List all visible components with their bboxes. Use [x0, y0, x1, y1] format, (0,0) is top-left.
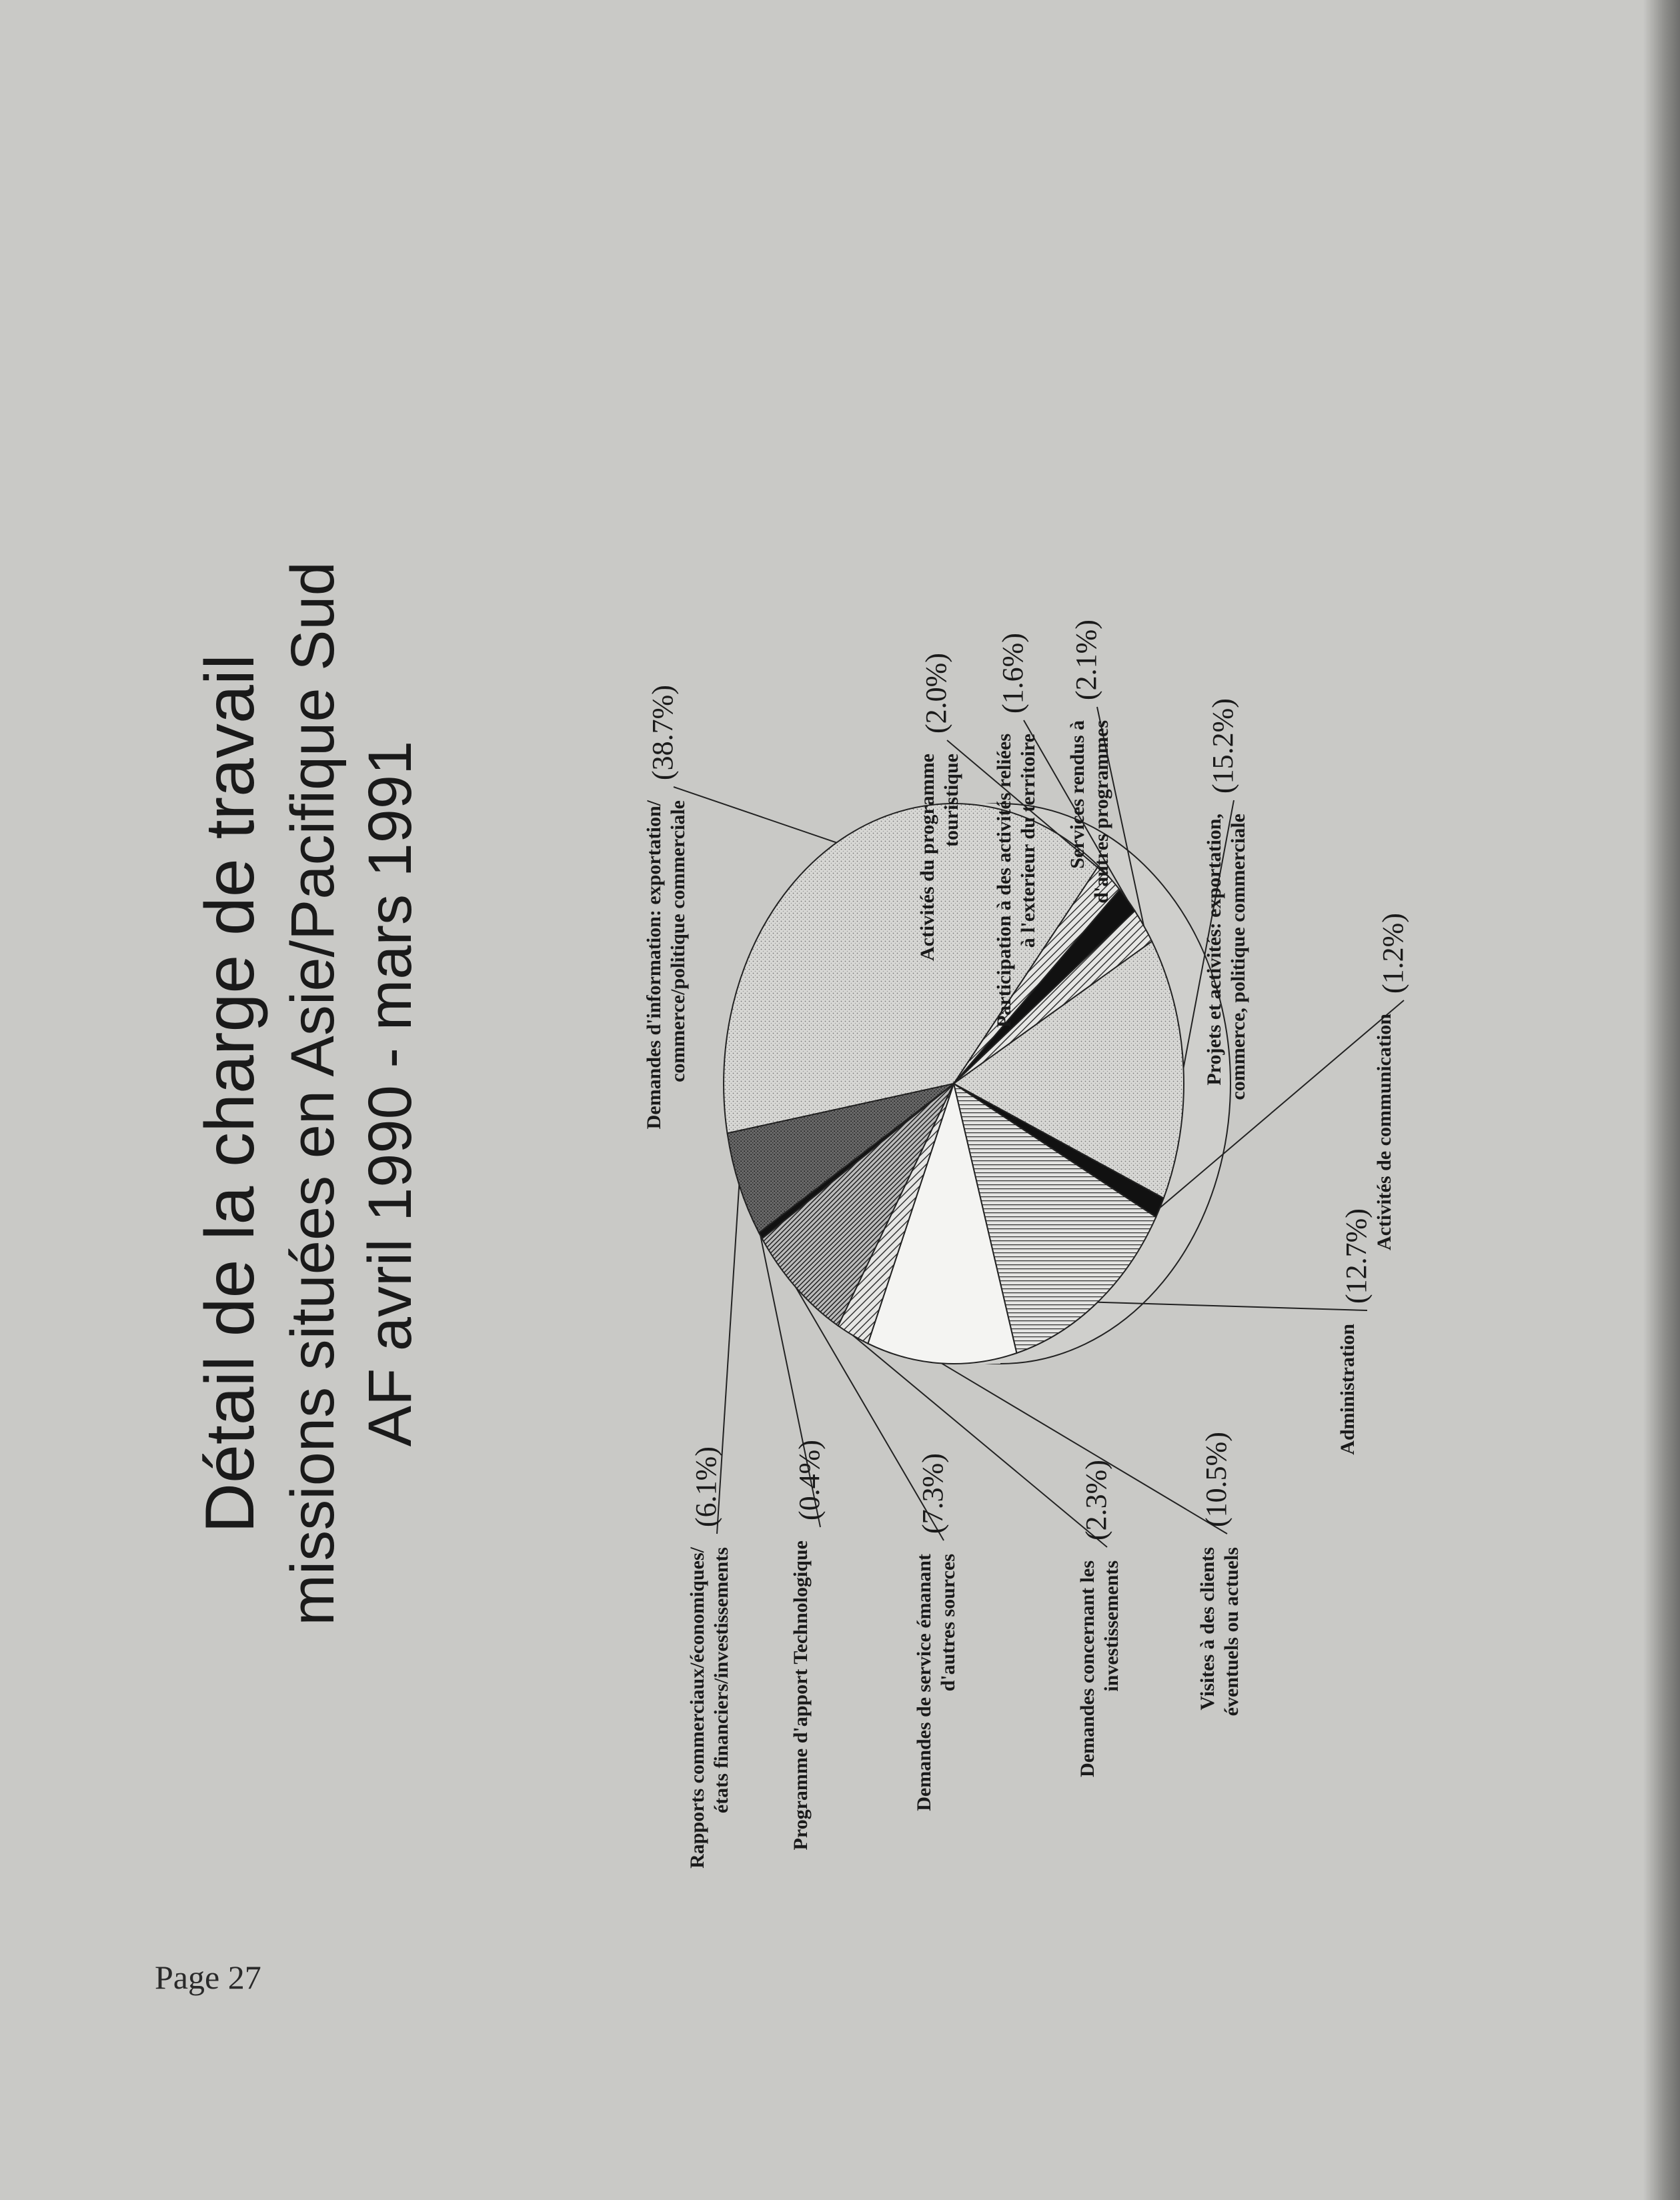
- slice-percent-label: (10.5%): [1200, 1432, 1232, 1527]
- slice-label-line: Rapports commerciaux/économiques/: [686, 1547, 708, 1869]
- slice-label: [686, 1446, 732, 1869]
- slice-label-line: investissements: [1100, 1560, 1122, 1692]
- slice-label-line: d'autres sources: [937, 1554, 959, 1692]
- slice-label-line: commerce, politique commerciale: [1227, 814, 1249, 1100]
- pie-slices: [724, 804, 1184, 1364]
- chart-title-block: [191, 562, 424, 1626]
- slice-label-line: Participation à des activités reliées: [993, 734, 1015, 1028]
- page-number: Page 27: [155, 1959, 261, 1996]
- slice-label-line: Activités de communication: [1373, 1014, 1395, 1250]
- slice-label: [1373, 913, 1409, 1250]
- slice-percent-label: (2.0%): [920, 653, 952, 734]
- chart-subtitle-2: AF avril 1990 - mars 1991: [356, 740, 424, 1447]
- slice-percent-label: (7.3%): [916, 1453, 949, 1534]
- slice-label-line: à l'exterieur du territoire: [1017, 734, 1039, 948]
- slice-percent-label: (0.4%): [793, 1440, 826, 1520]
- slice-label-line: Projets et activités: exportation,: [1203, 814, 1225, 1086]
- slice-label-line: Programme d'apport Technologique: [790, 1540, 812, 1851]
- slice-label-line: éventuels ou actuels: [1220, 1547, 1242, 1717]
- slice-label-line: touristique: [940, 754, 962, 848]
- slice-percent-label: (1.2%): [1377, 913, 1409, 994]
- slice-label-line: états financiers/investissements: [710, 1547, 732, 1814]
- slice-percent-label: (15.2%): [1206, 698, 1239, 794]
- slice-label: [1076, 1460, 1122, 1777]
- slice-label: [790, 1440, 826, 1850]
- slice-label-line: Demandes concernant les: [1076, 1560, 1098, 1777]
- slice-label-line: Demandes d'information: exportation/: [643, 800, 665, 1130]
- slice-label-line: Visites à des clients: [1196, 1547, 1218, 1711]
- slice-label: [1337, 1208, 1373, 1455]
- chart-subtitle-1: missions situées en Asie/Pacifique Sud: [279, 562, 347, 1626]
- slice-label-line: Demandes de service émanant: [913, 1554, 935, 1811]
- slice-percent-label: (1.6%): [996, 633, 1029, 714]
- slice-label: [643, 685, 689, 1129]
- chart-title: Détail de la charge de travail: [191, 654, 269, 1534]
- slice-label-line: d'autres programmes: [1090, 720, 1112, 904]
- slice-label-line: commerce/politique commerciale: [667, 800, 689, 1082]
- slice-label: [913, 1453, 959, 1811]
- slice-percent-label: (2.1%): [1070, 620, 1102, 700]
- leader-line: [853, 1335, 1107, 1547]
- slice-percent-label: (38.7%): [646, 685, 679, 780]
- slice-label-line: Activités du programme: [916, 754, 938, 962]
- slice-percent-label: (2.3%): [1080, 1460, 1112, 1540]
- slice-label-line: Services rendus à: [1066, 720, 1088, 869]
- slice-percent-label: (6.1%): [690, 1446, 722, 1527]
- leader-line: [674, 787, 836, 843]
- slice-percent-label: (12.7%): [1340, 1208, 1373, 1304]
- slice-label: [1196, 1432, 1242, 1716]
- slice-label-line: Administration: [1337, 1324, 1359, 1455]
